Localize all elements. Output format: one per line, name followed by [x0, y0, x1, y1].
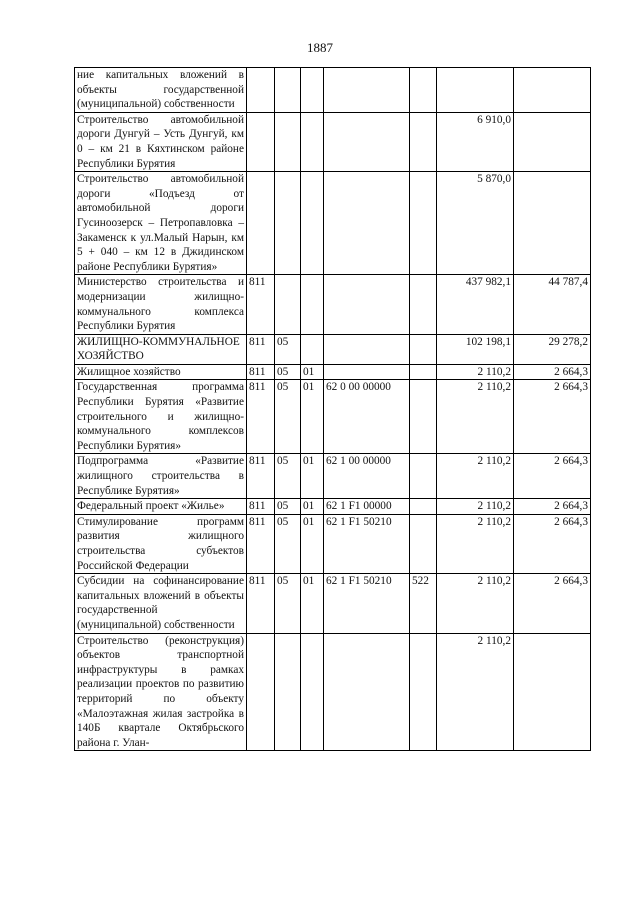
ministry-code-cell: 811	[247, 454, 275, 499]
amount-cell-1: 5 870,0	[437, 172, 514, 275]
ministry-code-cell	[247, 633, 275, 751]
amount-cell-2: 44 787,4	[514, 275, 591, 334]
ministry-code-cell: 811	[247, 334, 275, 364]
amount-cell-2: 2 664,3	[514, 514, 591, 573]
subsection-code-cell: 01	[301, 454, 324, 499]
target-article-cell	[324, 275, 410, 334]
subsection-code-cell	[301, 68, 324, 113]
expense-type-cell: 522	[410, 574, 437, 633]
row-name-cell: Федеральный проект «Жилье»	[75, 499, 247, 515]
table-row	[75, 68, 591, 113]
ministry-code-cell	[247, 68, 275, 113]
target-article-cell: 62 1 F1 50210	[324, 574, 410, 633]
amount-cell-2	[514, 633, 591, 751]
row-name-cell: Строительство автомобильной дороги Дунгуй – Усть Дунгуй, км 0 – км 21 в Кяхтинском районе Республики Бурятия	[75, 112, 247, 171]
ministry-code-cell: 811	[247, 380, 275, 454]
table-row	[75, 364, 591, 380]
expense-type-cell	[410, 68, 437, 113]
target-article-cell: 62 1 00 00000	[324, 454, 410, 499]
amount-cell-1	[437, 68, 514, 113]
amount-cell-2: 2 664,3	[514, 499, 591, 515]
table-row	[75, 499, 591, 515]
section-code-cell: 05	[275, 454, 301, 499]
target-article-cell	[324, 364, 410, 380]
ministry-code-cell	[247, 172, 275, 275]
amount-cell-2: 2 664,3	[514, 380, 591, 454]
section-code-cell	[275, 172, 301, 275]
target-article-cell	[324, 112, 410, 171]
subsection-code-cell	[301, 334, 324, 364]
amount-cell-1: 2 110,2	[437, 574, 514, 633]
table-row	[75, 514, 591, 573]
section-code-cell: 05	[275, 380, 301, 454]
expense-type-cell	[410, 514, 437, 573]
amount-cell-2: 2 664,3	[514, 364, 591, 380]
row-name-cell: Министерство строительства и модернизации жилищно-коммунального комплекса Республики Бурятия	[75, 275, 247, 334]
target-article-cell	[324, 633, 410, 751]
amount-cell-1: 2 110,2	[437, 380, 514, 454]
target-article-cell	[324, 68, 410, 113]
expense-type-cell	[410, 380, 437, 454]
expense-type-cell	[410, 112, 437, 171]
expense-type-cell	[410, 364, 437, 380]
amount-cell-2	[514, 112, 591, 171]
ministry-code-cell: 811	[247, 364, 275, 380]
ministry-code-cell: 811	[247, 499, 275, 515]
row-name-cell: Строительство автомобильной дороги «Подъезд от автомобильной дороги Гусиноозерск – Петропавловка – Закаменск к ул.Малый Нарын, км 5 + 040 – км 12 в Джидинском районе Республики Бурятия»	[75, 172, 247, 275]
amount-cell-1: 2 110,2	[437, 364, 514, 380]
subsection-code-cell	[301, 275, 324, 334]
subsection-code-cell: 01	[301, 574, 324, 633]
row-name-cell: Стимулирование программ развития жилищного строительства субъектов Российской Федерации	[75, 514, 247, 573]
section-code-cell: 05	[275, 574, 301, 633]
page-number: 1887	[307, 40, 333, 55]
amount-cell-1: 2 110,2	[437, 514, 514, 573]
subsection-code-cell: 01	[301, 380, 324, 454]
subsection-code-cell	[301, 112, 324, 171]
section-code-cell	[275, 112, 301, 171]
amount-cell-1: 2 110,2	[437, 633, 514, 751]
amount-cell-1: 102 198,1	[437, 334, 514, 364]
expense-type-cell	[410, 633, 437, 751]
section-code-cell	[275, 633, 301, 751]
row-name-cell: ЖИЛИЩНО-КОММУНАЛЬНОЕ ХОЗЯЙСТВО	[75, 334, 247, 364]
expense-type-cell	[410, 499, 437, 515]
expense-type-cell	[410, 172, 437, 275]
budget-table	[74, 67, 591, 751]
row-name-cell: ние капитальных вложений в объекты государственной (муниципальной) собственности	[75, 68, 247, 113]
expense-type-cell	[410, 334, 437, 364]
subsection-code-cell: 01	[301, 514, 324, 573]
target-article-cell: 62 0 00 00000	[324, 380, 410, 454]
budget-table-body	[75, 68, 591, 751]
table-row	[75, 112, 591, 171]
ministry-code-cell: 811	[247, 514, 275, 573]
row-name-cell: Государственная программа Республики Бурятия «Развитие строительного и жилищно-коммунального комплексов Республики Бурятия»	[75, 380, 247, 454]
amount-cell-1: 2 110,2	[437, 454, 514, 499]
table-row	[75, 172, 591, 275]
table-row	[75, 275, 591, 334]
section-code-cell: 05	[275, 334, 301, 364]
table-row	[75, 334, 591, 364]
target-article-cell	[324, 172, 410, 275]
ministry-code-cell	[247, 112, 275, 171]
table-row	[75, 633, 591, 751]
expense-type-cell	[410, 275, 437, 334]
row-name-cell: Жилищное хозяйство	[75, 364, 247, 380]
section-code-cell: 05	[275, 514, 301, 573]
table-row	[75, 454, 591, 499]
ministry-code-cell: 811	[247, 574, 275, 633]
expense-type-cell	[410, 454, 437, 499]
row-name-cell: Подпрограмма «Развитие жилищного строительства в Республике Бурятия»	[75, 454, 247, 499]
target-article-cell: 62 1 F1 50210	[324, 514, 410, 573]
table-row	[75, 380, 591, 454]
amount-cell-1: 437 982,1	[437, 275, 514, 334]
amount-cell-2	[514, 172, 591, 275]
amount-cell-2: 29 278,2	[514, 334, 591, 364]
row-name-cell: Субсидии на софинансирование капитальных вложений в объекты государственной (муниципальной) собственности	[75, 574, 247, 633]
section-code-cell: 05	[275, 499, 301, 515]
amount-cell-2: 2 664,3	[514, 574, 591, 633]
row-name-cell: Строительство (реконструкция) объектов транспортной инфраструктуры в рамках реализации проектов по развитию территорий по объекту «Малоэтажная жилая застройка в 140Б квартале Октябрьского района г. Улан-	[75, 633, 247, 751]
subsection-code-cell: 01	[301, 364, 324, 380]
section-code-cell: 05	[275, 364, 301, 380]
section-code-cell	[275, 68, 301, 113]
amount-cell-1: 2 110,2	[437, 499, 514, 515]
amount-cell-2: 2 664,3	[514, 454, 591, 499]
section-code-cell	[275, 275, 301, 334]
subsection-code-cell	[301, 172, 324, 275]
target-article-cell	[324, 334, 410, 364]
target-article-cell: 62 1 F1 00000	[324, 499, 410, 515]
subsection-code-cell	[301, 633, 324, 751]
table-row	[75, 574, 591, 633]
subsection-code-cell: 01	[301, 499, 324, 515]
ministry-code-cell: 811	[247, 275, 275, 334]
amount-cell-2	[514, 68, 591, 113]
amount-cell-1: 6 910,0	[437, 112, 514, 171]
